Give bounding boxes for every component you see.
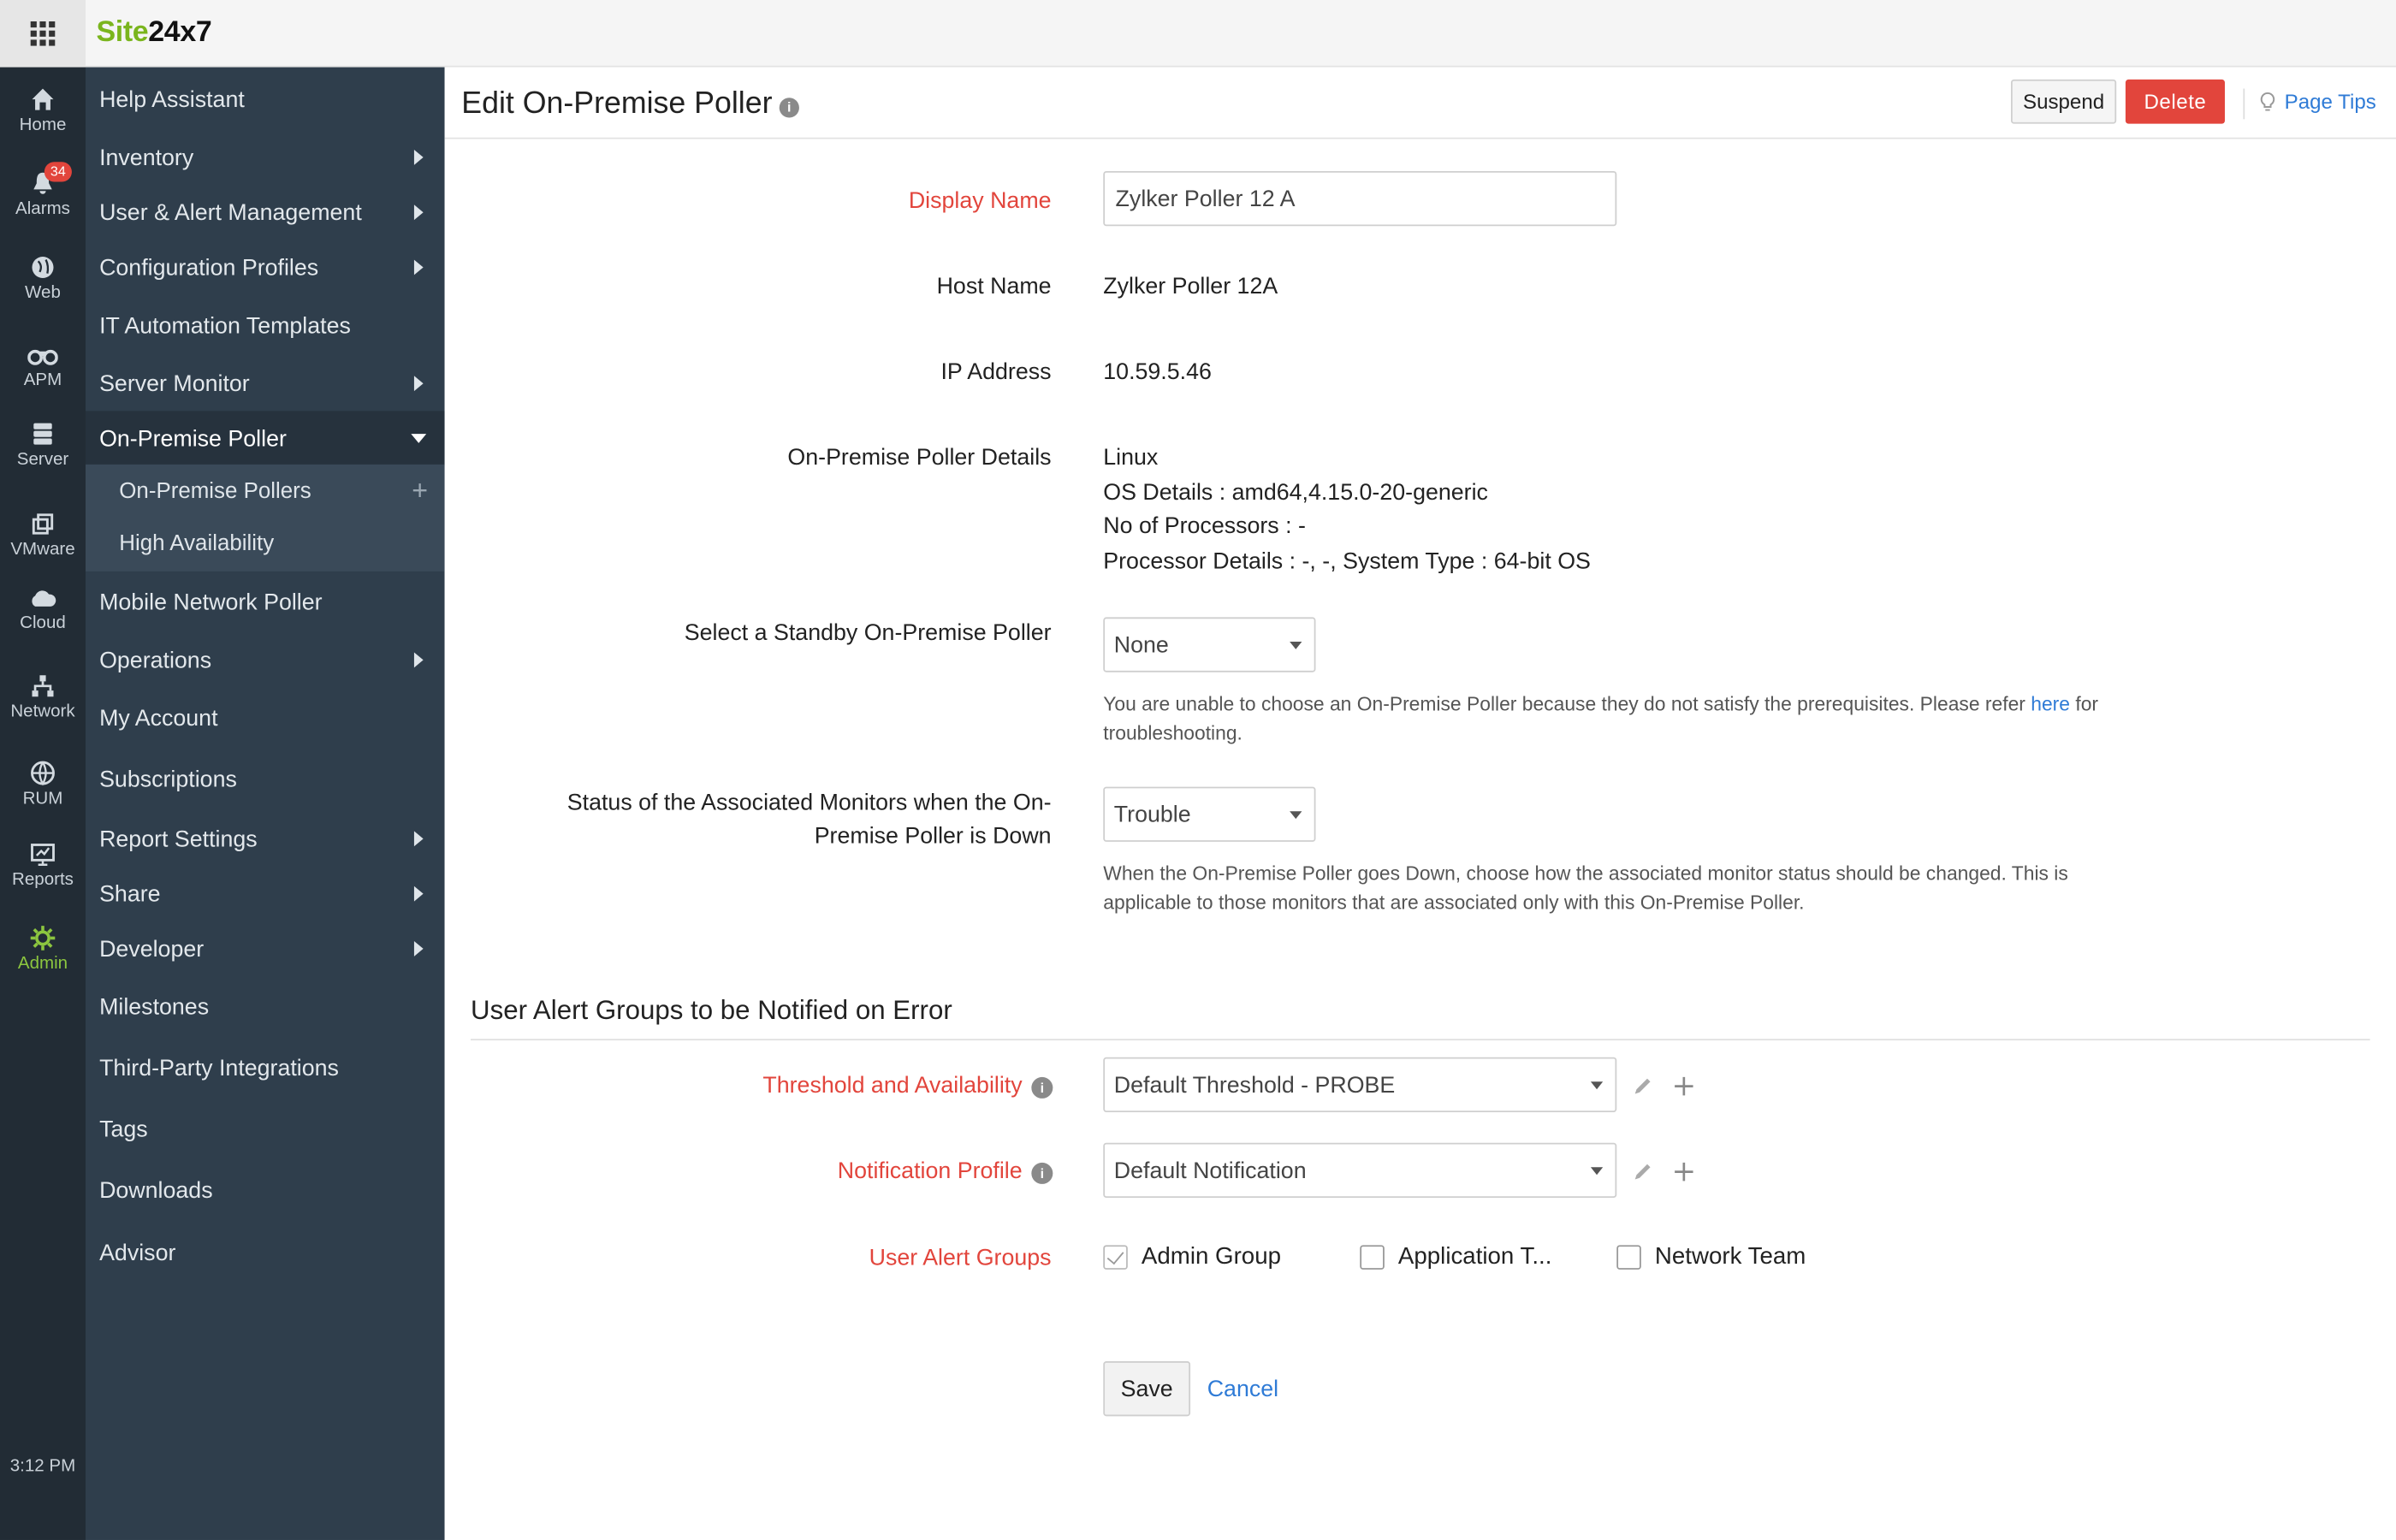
rail-item-network[interactable]: Network <box>0 672 86 721</box>
add-plus-icon[interactable] <box>1672 1159 1697 1184</box>
chevron-right-icon <box>414 831 424 846</box>
add-plus-icon[interactable] <box>1672 1074 1697 1099</box>
threshold-select[interactable]: Default Threshold - PROBE <box>1103 1057 1616 1112</box>
cloud-icon <box>27 587 58 612</box>
nav-item-configuration-profiles[interactable]: Configuration Profiles <box>86 241 445 293</box>
divider <box>2243 89 2245 120</box>
checkbox-checked-icon <box>1103 1245 1128 1270</box>
checkbox-unchecked-icon <box>1616 1245 1641 1270</box>
edit-pencil-icon[interactable] <box>1632 1075 1653 1097</box>
rail-item-web[interactable]: Web <box>0 253 86 302</box>
reports-icon <box>29 840 56 868</box>
chevron-right-icon <box>414 886 424 902</box>
nav-item-server-monitor[interactable]: Server Monitor <box>86 358 445 410</box>
host-name-value: Zylker Poller 12A <box>1103 273 1278 299</box>
checkbox-unchecked-icon <box>1360 1245 1385 1270</box>
nav-item-report-settings[interactable]: Report Settings <box>86 813 445 865</box>
globe-icon <box>29 253 56 281</box>
site24x7-logo[interactable]: Site24x7 <box>96 16 212 50</box>
monitor-status-select[interactable]: Trouble <box>1103 787 1315 842</box>
nav-submenu-on-premise-poller <box>86 465 445 572</box>
delete-button[interactable]: Delete <box>2126 80 2225 124</box>
host-name-label: Host Name <box>936 273 1052 299</box>
cancel-link[interactable]: Cancel <box>1207 1376 1279 1403</box>
nav-item-share[interactable]: Share <box>86 868 445 920</box>
monitor-status-label: Status of the Associated Monitors when the On- Premise Poller is Down <box>566 790 1052 850</box>
caret-down-icon <box>1591 1081 1603 1089</box>
chevron-down-icon <box>411 434 426 443</box>
rail-item-server[interactable]: Server <box>0 420 86 469</box>
rail-item-rum[interactable]: RUM <box>0 759 86 808</box>
alarm-count-badge: 34 <box>44 162 72 181</box>
network-team-checkbox[interactable]: Network Team <box>1616 1244 1806 1271</box>
poller-details-label: On-Premise Poller Details <box>787 444 1052 471</box>
rail-item-vmware[interactable]: VMware <box>0 510 86 559</box>
binoculars-icon <box>27 341 58 368</box>
lightbulb-icon <box>2260 91 2275 112</box>
admin-nav <box>86 68 445 1540</box>
nav-item-my-account[interactable]: My Account <box>99 705 218 732</box>
server-icon <box>29 420 56 447</box>
network-icon <box>29 672 56 700</box>
chevron-right-icon <box>414 204 424 220</box>
chevron-right-icon <box>414 376 424 391</box>
poller-details-value: Linux OS Details : amd64,4.15.0-20-generic No of Processors : - Processor Details : -, -, System Type : 64-bit OS <box>1103 444 1591 574</box>
admin-group-checkbox[interactable]: Admin Group <box>1103 1244 1281 1271</box>
notification-profile-select[interactable]: Default Notification <box>1103 1143 1616 1198</box>
rum-globe-icon <box>29 759 56 786</box>
nav-item-operations[interactable]: Operations <box>86 634 445 686</box>
user-alert-groups-label: User Alert Groups <box>869 1245 1052 1271</box>
section-divider <box>471 1039 2370 1040</box>
nav-item-help-assistant[interactable]: Help Assistant <box>99 86 245 113</box>
grid-icon <box>31 21 56 46</box>
nav-item-it-automation-templates[interactable]: IT Automation Templates <box>99 312 351 339</box>
nav-item-advisor[interactable]: Advisor <box>99 1240 176 1266</box>
standby-help-text: You are unable to choose an On-Premise Poller because they do not satisfy the prerequisites. Please refer here for troubleshooting. <box>1103 691 2099 744</box>
page-title: Edit On-Premise Poller <box>461 86 773 121</box>
nav-item-inventory[interactable]: Inventory <box>86 132 445 184</box>
display-name-input[interactable] <box>1103 171 1616 226</box>
top-bar <box>0 0 2396 68</box>
add-poller-plus-icon[interactable]: + <box>412 475 428 506</box>
icon-rail <box>0 68 86 1540</box>
standby-poller-select[interactable]: None <box>1103 617 1315 672</box>
threshold-label: Threshold and Availability <box>762 1072 1023 1099</box>
nav-item-developer[interactable]: Developer <box>86 923 445 975</box>
vmware-icon <box>29 510 56 537</box>
info-icon[interactable]: i <box>1031 1077 1053 1099</box>
clock: 3:12 PM <box>9 1457 76 1476</box>
rail-item-admin[interactable]: Admin <box>0 924 86 973</box>
chevron-right-icon <box>414 652 424 667</box>
nav-subitem-on-premise-pollers[interactable]: On-Premise Pollers <box>119 479 311 505</box>
nav-item-milestones[interactable]: Milestones <box>99 993 210 1020</box>
caret-down-icon <box>1591 1167 1603 1175</box>
ip-address-value: 10.59.5.46 <box>1103 358 1212 385</box>
edit-pencil-icon[interactable] <box>1632 1161 1653 1182</box>
nav-item-third-party-integrations[interactable]: Third-Party Integrations <box>99 1055 339 1081</box>
rail-item-reports[interactable]: Reports <box>0 840 86 889</box>
rail-item-cloud[interactable]: Cloud <box>0 587 86 633</box>
suspend-button[interactable]: Suspend <box>2011 80 2116 124</box>
caret-down-icon <box>1290 642 1302 649</box>
rail-item-alarms[interactable]: 34 Alarms <box>0 169 86 218</box>
nav-item-subscriptions[interactable]: Subscriptions <box>99 766 237 792</box>
troubleshooting-here-link[interactable]: here <box>2031 691 2071 715</box>
chevron-right-icon <box>414 150 424 165</box>
chevron-right-icon <box>414 941 424 957</box>
monitor-status-help-text: When the On-Premise Poller goes Down, choose how the associated monitor status should be changed. This is applicable to those monitors that are associated only with this On-Premise Poller. <box>1103 862 2068 914</box>
display-name-label: Display Name <box>908 187 1052 214</box>
rail-item-apm[interactable]: APM <box>0 341 86 389</box>
application-team-checkbox[interactable]: Application T... <box>1360 1244 1551 1271</box>
caret-down-icon <box>1290 811 1302 819</box>
nav-item-on-premise-poller[interactable]: On-Premise Poller <box>86 411 445 465</box>
save-button[interactable]: Save <box>1103 1361 1190 1416</box>
page-header <box>445 68 2396 139</box>
page-tips-link[interactable]: Page Tips <box>2260 90 2376 113</box>
chevron-right-icon <box>414 260 424 275</box>
nav-subitem-high-availability[interactable]: High Availability <box>119 531 275 556</box>
nav-item-downloads[interactable]: Downloads <box>99 1176 213 1204</box>
info-icon[interactable]: i <box>1031 1163 1053 1184</box>
nav-item-mobile-network-poller[interactable]: Mobile Network Poller <box>99 589 323 615</box>
home-icon <box>29 86 56 113</box>
app-switcher-button[interactable] <box>0 0 86 68</box>
section-title: User Alert Groups to be Notified on Error <box>470 994 952 1026</box>
notification-profile-label: Notification Profile <box>837 1158 1023 1184</box>
ip-address-label: IP Address <box>940 358 1052 385</box>
rail-item-home[interactable]: Home <box>0 86 86 134</box>
nav-item-user-alert-management[interactable]: User & Alert Management <box>86 187 445 239</box>
nav-item-tags[interactable]: Tags <box>99 1116 148 1142</box>
main-content <box>445 68 2396 1540</box>
gear-icon <box>29 924 56 951</box>
standby-poller-label: Select a Standby On-Premise Poller <box>684 619 1052 647</box>
info-icon[interactable]: i <box>780 98 799 117</box>
